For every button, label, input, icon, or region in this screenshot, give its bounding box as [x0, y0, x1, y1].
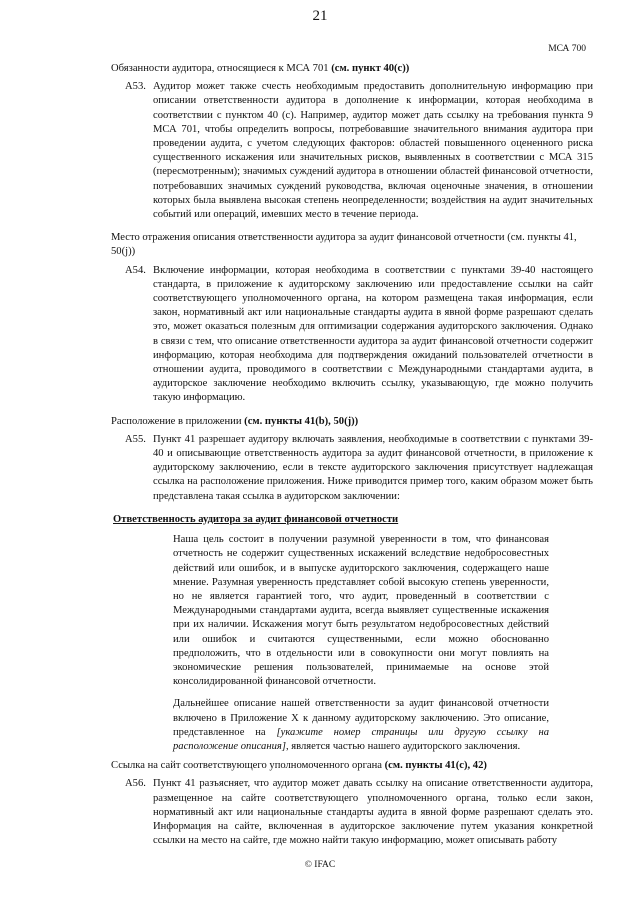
paragraph-text: Включение информации, которая необходима в соответствии с пунктами 39-40 настоящего стандарта, в приложение к аудиторскому заключению или предоставление ссылки на сайт соответствующего уполномоченного органа, на котором размещена такая информация, если закон, нормативный акт или национальные стандарты аудита в явной форме разрешают сделать это, может оказаться полезным для оптимизации содержания аудиторского заключения. Однако в связи с тем, что описание ответственности аудитора за аудит финансовой отчетности содержит информацию, которая необходима для подтверждения ожиданий пользователей отчетности в отношении аудита, проводимого в соответствии с Международными стандартами аудита, в аудиторское заключение необходимо включить ссылку, указывающую, где можно получить такую информацию.: [153, 264, 593, 404]
paragraph-text: Аудитор может также счесть необходимым предоставить дополнительную информацию при описании ответственности аудитора в дополнение к информации, которая необходима в соответствии с пунктом 40 (c). Например, аудитор может дать ссылку на требования пункта 9 МСА 701, чтобы определить вопросы, потребовавшие значительного внимания аудитора при проведении аудита, с учетом следующих факторов: областей повышенного оцененного риска существенного искажения или значительных рисков, выявленных в соответствии с МСА 315 (пересмотренным); значимых суждений аудитора в отношении областей финансовой отчетности, потребовавших значимых суждений руководства, включая оценочные значения, в отношении которых была выявлена высокая степень неопределенности; воздействия на аудит значительных событий или операций, имевших место в течение периода.: [153, 81, 593, 221]
heading-ref: (см. пункты 41(c), 42): [384, 760, 487, 772]
example-text-start: Дальнейшее описание нашей ответственности за аудит финансовой отчетности включено в Приложение X к данному аудиторскому заключению. Это описание, представленное на: [173, 698, 549, 738]
paragraph-number: A55.: [125, 433, 146, 445]
standard-code: МСА 700: [548, 44, 586, 54]
example-block: [173, 533, 549, 754]
section-heading-a53: [111, 62, 593, 76]
heading-ref: (см. пункты 41(b), 50(j)): [244, 415, 359, 427]
paragraph-number: A53.: [125, 81, 146, 93]
heading-text: Место отражения описания ответственности аудитора за аудит финансовой отчетности: [111, 232, 505, 244]
page-number: 21: [312, 8, 328, 24]
paragraph-a53: [113, 80, 593, 222]
paragraph-a54: [113, 264, 593, 406]
example-paragraph-2: [173, 697, 549, 754]
section-heading-a56: [111, 759, 593, 773]
paragraph-a56: [113, 777, 593, 848]
paragraph-text: Пункт 41 разъясняет, что аудитор может давать ссылку на описание ответственности аудитора, размещенное на сайте соответствующего уполномоченного органа, только если закон, нормативный акт или национальные стандарты аудита в явной форме разрешают сделать это. Информация на сайте, включенная в аудиторское заключение путем указания конкретной ссылки на место на сайте, где можно найти такую информацию, может описывать работу: [153, 778, 593, 847]
example-heading: Ответственность аудитора за аудит финансовой отчетности: [113, 513, 399, 525]
section-heading-a54: [111, 231, 593, 259]
heading-ref: (см. пункт 40(c)): [331, 63, 410, 74]
heading-ref: (см. пункты 41, 50(j)): [111, 232, 577, 258]
paragraph-text: Пункт 41 разрешает аудитору включать заявления, необходимые в соответствии с пунктами 39-40 и описывающие ответственность аудитора за аудит финансовой отчетности, в приложение к аудиторскому заключению, если в тексте аудиторского заключения присутствует надлежащая ссылка на расположение приложения. Ниже приводится пример того, каким образом может быть представлена такая ссылка в аудиторском заключении:: [153, 433, 593, 502]
page-content: [113, 62, 593, 857]
heading-text: Расположение в приложении: [111, 415, 242, 427]
footer-copyright: © IFAC: [304, 860, 336, 870]
paragraph-a55: [113, 433, 593, 504]
paragraph-number: A54.: [125, 264, 146, 276]
example-paragraph-1: Наша цель состоит в получении разумной уверенности в том, что финансовая отчетность не содержит существенных искажений вследствие недобросовестных действий или ошибок, и в выпуске аудиторского заключения, содержащего наше мнение. Разумная уверенность представляет собой высокую степень уверенности, но не является гарантией того, что аудит, проведенный в соответствии с Международными стандартами аудита, всегда выявляет существенные искажения при их наличии. Искажения могут быть результатом недобросовестных действий или ошибок и считаются существенными, если можно обоснованно предположить, что в отдельности или в совокупности они могут повлиять на экономические решения пользователей, принимаемые на основе этой консолидированной финансовой отчетности.: [173, 534, 549, 688]
example-placeholder: [укажите номер страницы или другую ссылку на расположение описания]: [173, 726, 549, 752]
paragraph-number: A56.: [125, 778, 146, 790]
example-text-end: , является частью нашего аудиторского заключения.: [285, 740, 521, 752]
heading-text: Ссылка на сайт соответствующего уполномоченного органа: [111, 760, 382, 772]
heading-text: Обязанности аудитора, относящиеся к МСА 701: [111, 63, 329, 74]
section-heading-a55: [111, 415, 593, 429]
